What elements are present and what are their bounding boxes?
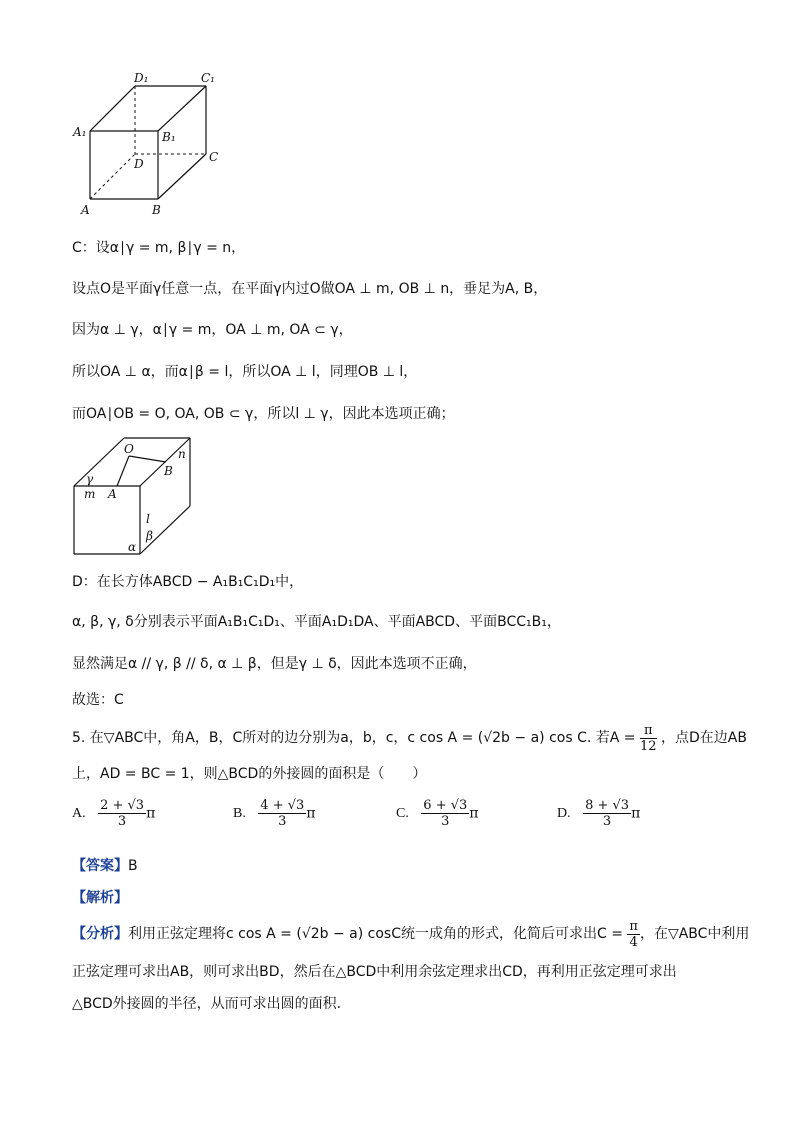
option-b-denominator: 3 [278,814,287,829]
plane-figure [70,434,200,560]
fraction-pi-4 [627,919,640,950]
option-d-pi: π [631,805,641,822]
label-a: A [81,203,90,217]
option-d-numerator: 8 + √3 [585,798,630,813]
option-b-numerator: 4 + √3 [260,798,305,813]
label-d: D [134,157,144,171]
option-c-pi: π [469,805,479,822]
fraction-pi-12 [640,723,657,754]
question-5-line-1 [72,722,747,754]
label-l: l [146,512,150,526]
analysis-line [72,888,128,908]
option-c-line-3: 所以OA ⊥ α，而α∣β = l，所以OA ⊥ l，同理OB ⊥ l， [72,364,418,380]
segment-oa [117,456,129,486]
answer-line [72,856,138,876]
edge-a1-d1 [90,86,135,131]
label-beta: β [146,529,153,543]
label-c1: C₁ [201,71,215,85]
option-c-line-1: 设点O是平面γ任意一点，在平面γ内过O做OA ⊥ m, OB ⊥ n，垂足为A, B， [72,281,548,297]
fenxi-line-1 [72,918,749,950]
question-5-text-tail: ，点D在边AB [660,730,747,746]
option-d-label: D. [557,805,571,821]
fenxi-text: 利用正弦定理将c cos A = (√2b − a) cosC统一成角的形式，化简后可求出C = [128,926,623,942]
fraction-numerator: π [640,723,657,739]
answer-tag: 【答案】 [72,858,128,874]
option-c-line-4: 而OA∣OB = O, OA, OB ⊂ γ，所以l ⊥ γ，因此本选项正确； [72,406,455,422]
option-c-denominator: 3 [441,814,450,829]
label-b: B [164,464,173,478]
option-b-label: B. [233,805,246,821]
option-d-line-2: α, β, γ, δ分别表示平面A₁B₁C₁D₁、平面A₁D₁DA、平面ABCD、平面BCC₁B₁， [72,614,561,630]
answer-value: B [128,858,138,874]
edge-a-d-hidden [90,154,135,199]
option-c-label: C. [396,805,409,821]
option-c [396,798,478,829]
option-d-line-3: 显然满足α // γ, β // δ, α ⊥ β，但是γ ⊥ δ，因此本选项不正确， [72,656,477,672]
label-n: n [178,447,186,461]
label-m: m [84,487,96,501]
question-5-text: 5. 在▽ABC中，角A，B，C所对的边分别为a，b，c，c cos A = (√2b − a) cos C. 若A = [72,730,636,746]
choose-line: 故选：C [72,692,124,708]
fraction-pi-4-numerator: π [629,918,638,934]
option-a-label: A. [72,805,86,821]
option-d-fraction [583,798,631,829]
label-alpha: α [128,540,137,554]
fenxi-tag: 【分析】 [72,926,128,942]
label-c: C [209,150,219,164]
fenxi-line-3: △BCD外接圆的半径，从而可求出圆的面积. [72,996,342,1012]
edge-b-c [158,154,206,199]
analysis-tag: 【解析】 [72,890,128,906]
option-b-fraction [258,798,306,829]
label-d1: D₁ [134,71,149,85]
segment-ob [129,456,166,462]
label-b1: B₁ [162,130,176,144]
option-b-pi: π [306,805,316,822]
option-a-denominator: 3 [117,814,127,829]
option-a-fraction [98,798,146,829]
option-d-denominator: 3 [602,814,612,829]
option-d-line-1: D：在长方体ABCD − A₁B₁C₁D₁中， [72,574,304,590]
option-c-line-2: 因为α ⊥ γ，α∣γ = m，OA ⊥ m, OA ⊂ γ， [72,322,353,338]
label-gamma: γ [86,472,94,486]
label-o: O [124,442,134,456]
label-a1: A₁ [73,125,87,139]
question-5-line-2: 上，AD = BC = 1，则△BCD的外接圆的面积是（ ） [72,766,427,782]
option-b [233,798,315,829]
fraction-denominator: 12 [639,738,657,754]
edge-left-diag [74,438,124,486]
fraction-pi-4-denominator: 4 [629,934,638,950]
fenxi-text-tail: ，在▽ABC中利用 [639,926,750,942]
fenxi-line-2: 正弦定理可求出AB，则可求出BD，然后在△BCD中利用余弦定理求出CD，再利用正弦定理可求出 [72,964,677,980]
option-c-setup: C：设α∣γ = m, β∣γ = n， [72,240,246,256]
option-d [557,798,640,829]
label-b: B [152,203,161,217]
option-a-numerator: 2 + √3 [100,798,145,813]
edge-b1-c1 [158,86,206,131]
option-c-fraction [421,798,469,829]
option-a [72,798,155,829]
option-a-pi: π [146,805,156,822]
option-c-numerator: 6 + √3 [423,798,468,813]
label-a: A [108,487,117,501]
cube-figure [70,68,230,218]
